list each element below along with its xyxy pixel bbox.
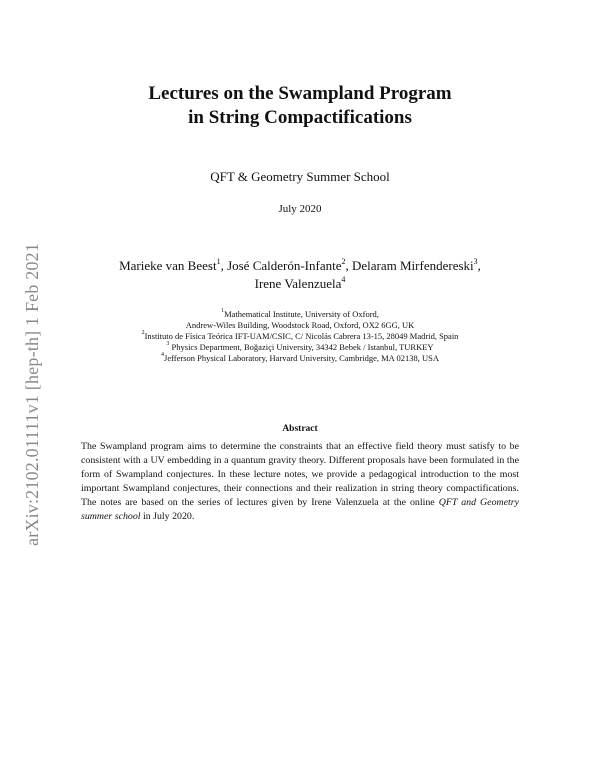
- affiliation-line: [60, 320, 540, 331]
- affiliation-text: Instituto de Física Teórica IFT-UAM/CSIC, C/ Nicolás Cabrera 13-15, 28049 Madrid, Spain: [144, 331, 459, 341]
- paper-subtitle: QFT & Geometry Summer School: [210, 169, 390, 184]
- affiliation-mark: 1: [221, 308, 225, 315]
- author-affiliation-mark: 3: [473, 256, 478, 266]
- affiliation-line: [60, 309, 540, 320]
- author-affiliation-mark: 2: [341, 256, 346, 266]
- arxiv-identifier-stamp: arXiv:2102.01111v1 [hep-th] 1 Feb 2021: [22, 242, 42, 546]
- author-name: Irene Valenzuela: [254, 276, 342, 291]
- author-separator: ,: [345, 258, 352, 273]
- author-list: [60, 257, 540, 293]
- affiliation-text: Jefferson Physical Laboratory, Harvard University, Cambridge, MA 02138, USA: [164, 353, 439, 363]
- affiliation-line: [60, 342, 540, 353]
- paper-title-line-2: in String Compactifications: [188, 107, 412, 128]
- affiliation-line: [60, 353, 540, 364]
- author-affiliation-mark: 1: [216, 256, 221, 266]
- affiliation-mark: 3: [166, 341, 170, 348]
- abstract-heading: Abstract: [282, 424, 318, 434]
- author-affiliation-mark: 4: [341, 274, 346, 284]
- author-name: José Calderón-Infante: [227, 258, 342, 273]
- affiliation-mark: 4: [161, 352, 165, 359]
- affiliation-mark: 2: [141, 330, 145, 337]
- author-name: Marieke van Beest: [119, 258, 217, 273]
- affiliation-text: Andrew-Wiles Building, Woodstock Road, Oxford, OX2 6GG, UK: [185, 320, 415, 330]
- paper-title-line-1: Lectures on the Swampland Program: [148, 83, 452, 104]
- affiliation-text: Physics Department, Boğaziçi University, 34342 Bebek / Istanbul, TURKEY: [169, 342, 434, 352]
- paper-title: [60, 82, 540, 130]
- abstract-text-end: in July 2020.: [140, 511, 195, 523]
- author-separator: ,: [220, 258, 228, 273]
- affiliation-text: Mathematical Institute, University of Oxford,: [224, 309, 379, 319]
- abstract-body: [81, 440, 519, 525]
- affiliation-list: [60, 309, 540, 364]
- paper-date: July 2020: [278, 203, 322, 215]
- abstract-text: The Swampland program aims to determine the constraints that an effective field theory must satisfy to be consistent with a UV embedding in a quantum gravity theory. Different proposals have been formulated in the form of Swampland conjectures. In these lecture notes, we provide a pedagogical introduction to the most important Swampland conjectures, their connections and their realization in string theory compactifications. The notes are based on the series of lectures given by Irene Valenzuela at the online: [81, 441, 519, 509]
- affiliation-line: [60, 331, 540, 342]
- abstract-emphasis: QFT and Geometry summer school: [81, 497, 519, 523]
- author-separator: ,: [477, 258, 481, 273]
- author-name: Delaram Mirfendereski: [352, 258, 474, 273]
